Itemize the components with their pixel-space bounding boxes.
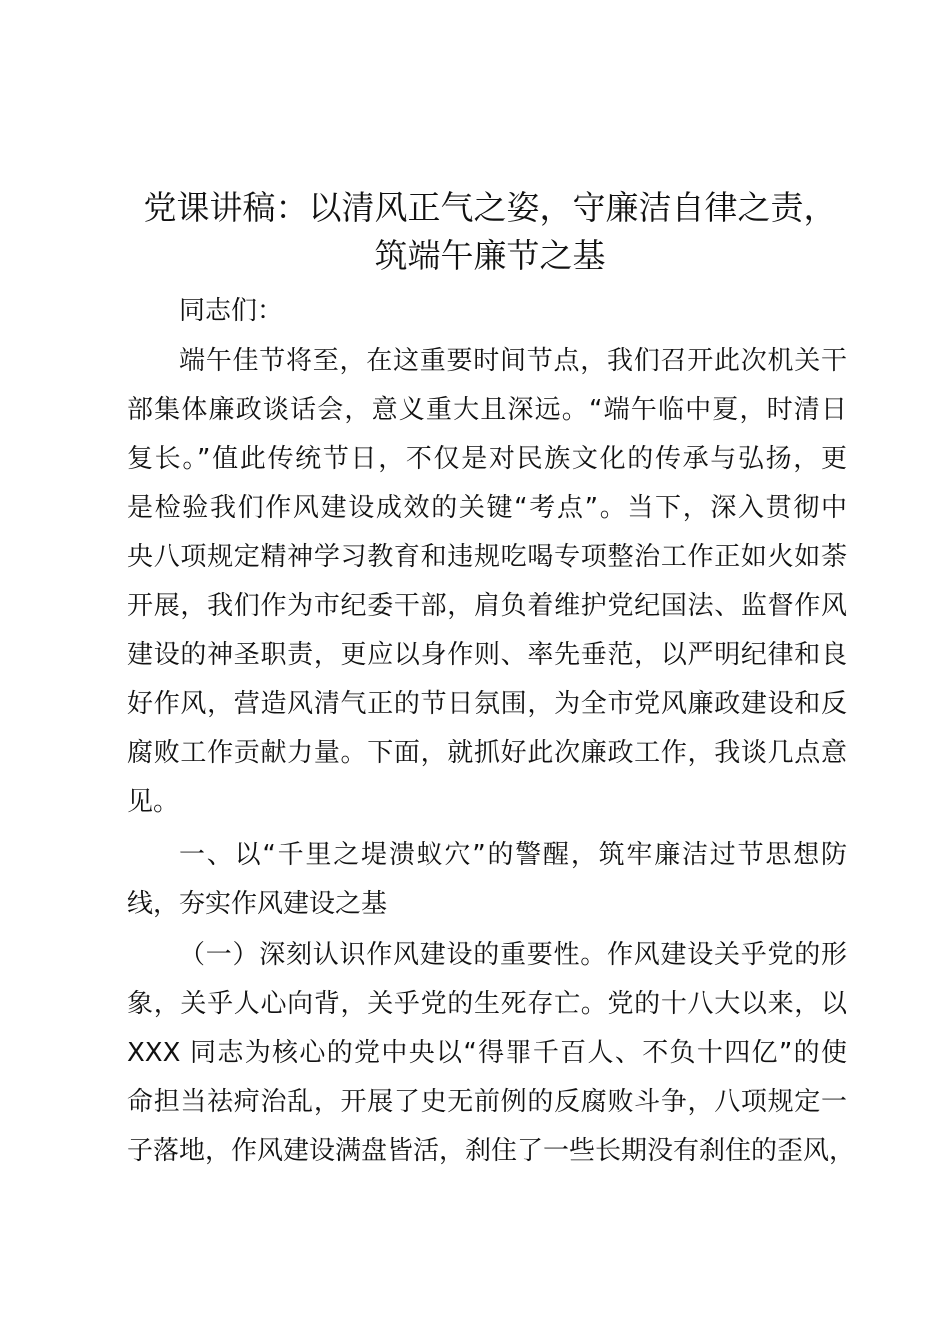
paragraph-2-line: 象，关乎人心向背，关乎党的生死存亡。党的十八大以来，以 — [127, 989, 847, 1019]
section-heading-1-line: 线，夯实作风建设之基 — [127, 889, 388, 919]
paragraph-1-line: 建设的神圣职责，更应以身作则、率先垂范，以严明纪律和良 — [127, 640, 847, 670]
salutation: 同志们： — [179, 296, 284, 326]
section-heading-1-line: 一、以“千里之堤溃蚁穴”的警醒，筑牢廉洁过节思想防 — [179, 840, 847, 870]
paragraph-1-line: 端午佳节将至，在这重要时间节点，我们召开此次机关干 — [179, 346, 847, 376]
document-title-line-1: 党课讲稿：以清风正气之姿，守廉洁自律之责， — [143, 188, 837, 227]
paragraph-1-line: 央八项规定精神学习教育和违规吃喝专项整治工作正如火如荼 — [127, 542, 847, 572]
paragraph-2-line: 子落地，作风建设满盘皆活，刹住了一些长期没有刹住的歪风， — [127, 1136, 856, 1166]
paragraph-1-line: 部集体廉政谈话会，意义重大且深远。“端午临中夏，时清日 — [127, 395, 847, 425]
paragraph-1-line: 见。 — [127, 787, 180, 817]
paragraph-1-line: 好作风，营造风清气正的节日氛围，为全市党风廉政建设和反 — [127, 689, 847, 719]
paragraph-1-line: 复长。”值此传统节日，不仅是对民族文化的传承与弘扬，更 — [127, 444, 847, 474]
paragraph-1-line: 是检验我们作风建设成效的关键“考点”。当下，深入贯彻中 — [127, 493, 847, 523]
paragraph-1-line: 开展，我们作为市纪委干部，肩负着维护党纪国法、监督作风 — [127, 591, 847, 621]
paragraph-2-line: （一）深刻认识作风建设的重要性。作风建设关乎党的形 — [179, 940, 847, 970]
document-title-line-2: 筑端午廉节之基 — [374, 236, 606, 275]
paragraph-1-line: 腐败工作贡献力量。下面，就抓好此次廉政工作，我谈几点意 — [127, 738, 847, 768]
paragraph-2-line: XXX 同志为核心的党中央以“得罪千百人、不负十四亿”的使 — [127, 1038, 847, 1068]
paragraph-2-line: 命担当祛疴治乱，开展了史无前例的反腐败斗争，八项规定一 — [127, 1087, 847, 1117]
